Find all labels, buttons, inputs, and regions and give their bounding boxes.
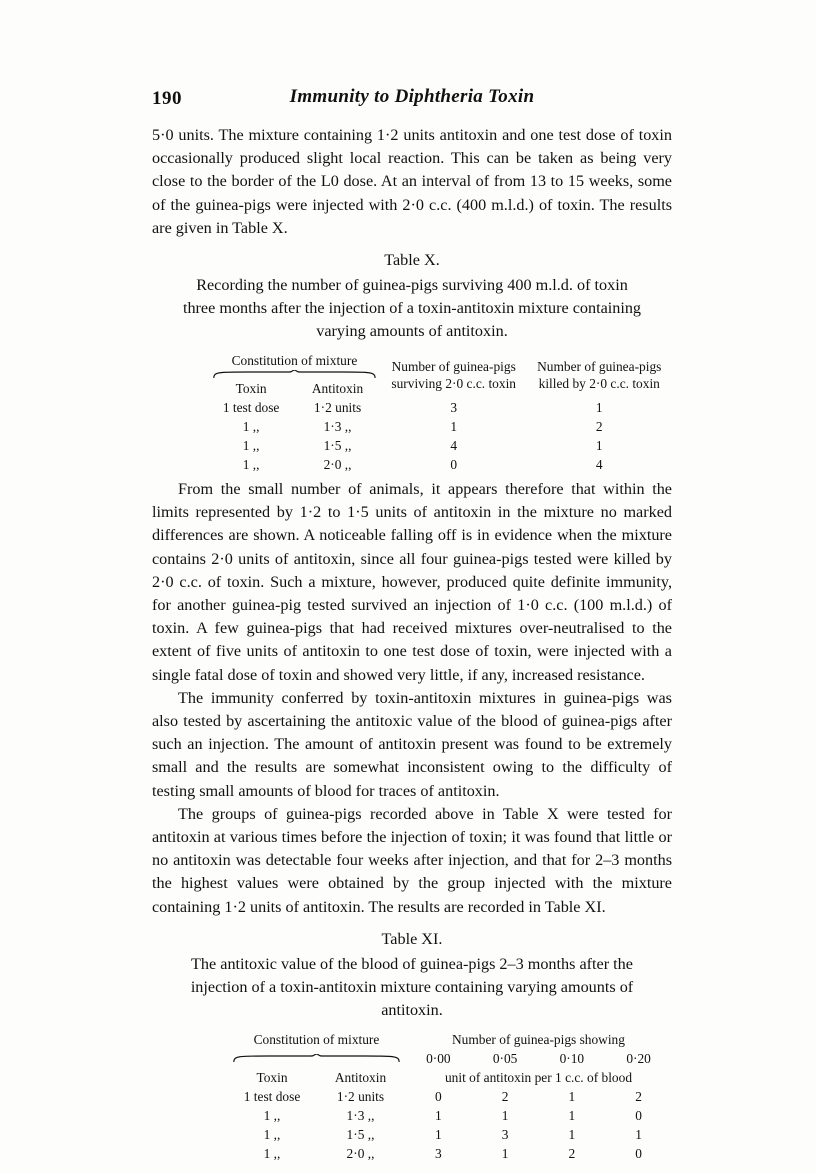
table-x-r2-c0: 1 ,, [242, 438, 260, 454]
table-xi-r2-c5: 1 [635, 1126, 642, 1142]
table-xi-unit-header: unit of antitoxin per 1 c.c. of blood [444, 1069, 633, 1085]
table-x-group-header-row [208, 351, 672, 370]
table-xi-value-header-2: 0·10 [559, 1050, 585, 1066]
table-xi-r1-c0: 1 ,, [263, 1107, 281, 1123]
page-content [152, 86, 672, 1163]
table-x-r3-c1: 2·0 ,, [323, 457, 352, 473]
table-xi-r2-c1: 1·5 ,, [346, 1126, 375, 1142]
table-row [208, 417, 672, 436]
table-xi-r1-c3: 1 [501, 1107, 509, 1123]
table-row [228, 1087, 672, 1106]
table-x-r0-c2: 3 [450, 400, 458, 416]
table-x-r3-c0: 1 ,, [242, 457, 260, 473]
table-x-col4-header [527, 351, 673, 398]
table-xi-r0-c1: 1·2 units [336, 1088, 385, 1104]
table-xi-title: Table XI. [381, 929, 443, 948]
page-number: 190 [152, 88, 182, 109]
curly-brace-icon [212, 370, 377, 379]
table-x [208, 351, 672, 474]
table-x-brace-cell [208, 370, 381, 379]
table-xi [228, 1030, 672, 1163]
table-x-r0-c0: 1 test dose [222, 400, 280, 416]
table-xi-r1-c1: 1·3 ,, [346, 1107, 375, 1123]
table-x-title: Table X. [384, 251, 440, 270]
table-x-wrapper [152, 351, 672, 474]
paragraph-1: 5·0 units. The mixture containing 1·2 units antitoxin and one test dose of toxin occasionally produced slight local reaction. This can be taken as being very close to the border of the L0 dose. At an interval of from 13 to 15 weeks, some of the guinea-pigs were injected with 2·0 c.c. (400 m.l.d.) of toxin. The results are given in Table X. [152, 126, 672, 237]
paragraph-4: The groups of guinea-pigs recorded above in Table X were tested for antitoxin at various times before the injection of toxin; it was found that little or no antitoxin was detectable four weeks after injection, and that for 2–3 months the highest values were obtained by the group injected with the mixture containing 1·2 units of antitoxin. The results are recorded in Table XI. [152, 804, 672, 916]
table-xi-caption: The antitoxic value of the blood of guinea-pigs 2–3 months after the injection of a toxin-antitoxin mixture containing varying amounts of antitoxin. [190, 954, 634, 1019]
table-xi-r0-c2: 0 [434, 1088, 442, 1104]
table-x-r0-c3: 1 [595, 400, 603, 416]
table-xi-value-header-0: 0·00 [426, 1050, 451, 1066]
table-x-r0-c1: 1·2 units [313, 400, 362, 416]
table-x-col1-header: Toxin [235, 381, 267, 397]
table-xi-group-header: Constitution of mixture [253, 1031, 380, 1047]
table-xi-right-header: Number of guinea-pigs showing [452, 1031, 625, 1047]
curly-brace-icon [232, 1054, 401, 1063]
table-xi-wrapper [152, 1030, 672, 1163]
paragraph-3: The immunity conferred by toxin-antitoxin mixtures in guinea-pigs was also tested by ascertaining the antitoxic value of the blood of guinea-pigs after such an injection. The amount of antitoxin present was found to be extremely small and the results are somewhat inconsistent owing to the difficulty of testing small amounts of blood for traces of antitoxin. [152, 688, 672, 800]
page-header [152, 86, 672, 116]
paragraph-2: From the small number of animals, it appears therefore that within the limits represented by 1·2 to 1·5 units of antitoxin in the mixture no marked differences are shown. A noticeable falling off is in evidence when the mixture contains 2·0 units of antitoxin, since all four guinea-pigs tested were killed by 2·0 c.c. of toxin. Such a mixture, however, produced quite definite immunity, for another guinea-pig tested survived an injection of 1·0 c.c. (100 m.l.d.) of toxin. A few guinea-pigs that had received mixtures over-neutralised to the extent of five units of antitoxin to one test dose of toxin, were injected with a single fatal dose of toxin and showed very little, if any, increased resistance. [152, 480, 672, 684]
table-x-r3-c2: 0 [450, 457, 458, 473]
table-xi-r2-c3: 3 [501, 1126, 509, 1142]
table-xi-r3-c3: 1 [501, 1145, 509, 1161]
table-x-r2-c1: 1·5 ,, [323, 438, 352, 454]
table-row [208, 398, 672, 417]
table-xi-r2-c0: 1 ,, [263, 1126, 281, 1142]
table-xi-r0-c5: 2 [635, 1088, 642, 1104]
table-xi-brace-row [228, 1049, 672, 1068]
table-xi-group-header-row [228, 1030, 672, 1049]
table-xi-col2-header: Antitoxin [334, 1069, 387, 1085]
table-row [228, 1144, 672, 1163]
table-xi-r3-c5: 0 [635, 1145, 642, 1161]
table-x-caption: Recording the number of guinea-pigs surviving 400 m.l.d. of toxin three months after the injection of a toxin-antitoxin mixture containing varying amounts of antitoxin. [182, 276, 642, 341]
table-xi-r2-c2: 1 [434, 1126, 442, 1142]
table-xi-r3-c0: 1 ,, [263, 1145, 281, 1161]
table-x-col4-line1: Number of guinea-pigs [537, 358, 662, 374]
table-xi-r2-c4: 1 [568, 1126, 576, 1142]
table-xi-r1-c4: 1 [568, 1107, 576, 1123]
table-row [208, 436, 672, 455]
table-xi-r1-c2: 1 [434, 1107, 442, 1123]
table-xi-r3-c4: 2 [568, 1145, 576, 1161]
table-xi-r0-c3: 2 [501, 1088, 509, 1104]
table-x-col3-header [381, 351, 527, 398]
table-xi-r3-c2: 3 [434, 1145, 442, 1161]
table-x-col3-line1: Number of guinea-pigs [391, 358, 516, 374]
table-row [228, 1106, 672, 1125]
table-x-col4-line2: killed by 2·0 c.c. toxin [538, 375, 660, 391]
table-xi-r1-c5: 0 [635, 1107, 642, 1123]
table-x-group-header: Constitution of mixture [231, 353, 358, 369]
table-xi-col1-header: Toxin [256, 1069, 288, 1085]
table-x-r1-c3: 2 [595, 419, 603, 435]
table-xi-r0-c4: 1 [568, 1088, 576, 1104]
table-x-col3-line2: surviving 2·0 c.c. toxin [391, 375, 516, 391]
table-xi-brace-cell [228, 1049, 405, 1068]
table-xi-r0-c0: 1 test dose [243, 1088, 301, 1104]
table-xi-column-header-row [228, 1068, 672, 1087]
table-row [228, 1125, 672, 1144]
table-xi-value-header-3: 0·20 [626, 1050, 651, 1066]
table-x-r2-c3: 1 [595, 438, 603, 454]
table-x-r3-c3: 4 [595, 457, 603, 473]
running-title: Immunity to Diphtheria Toxin [289, 86, 535, 107]
table-x-r1-c0: 1 ,, [242, 419, 260, 435]
table-xi-value-header-1: 0·05 [492, 1050, 518, 1066]
table-x-r1-c1: 1·3 ,, [323, 419, 352, 435]
table-row [208, 455, 672, 474]
table-xi-r3-c1: 2·0 ,, [346, 1145, 375, 1161]
table-x-r2-c2: 4 [450, 438, 458, 454]
table-x-col2-header: Antitoxin [311, 381, 364, 397]
table-x-r1-c2: 1 [450, 419, 458, 435]
